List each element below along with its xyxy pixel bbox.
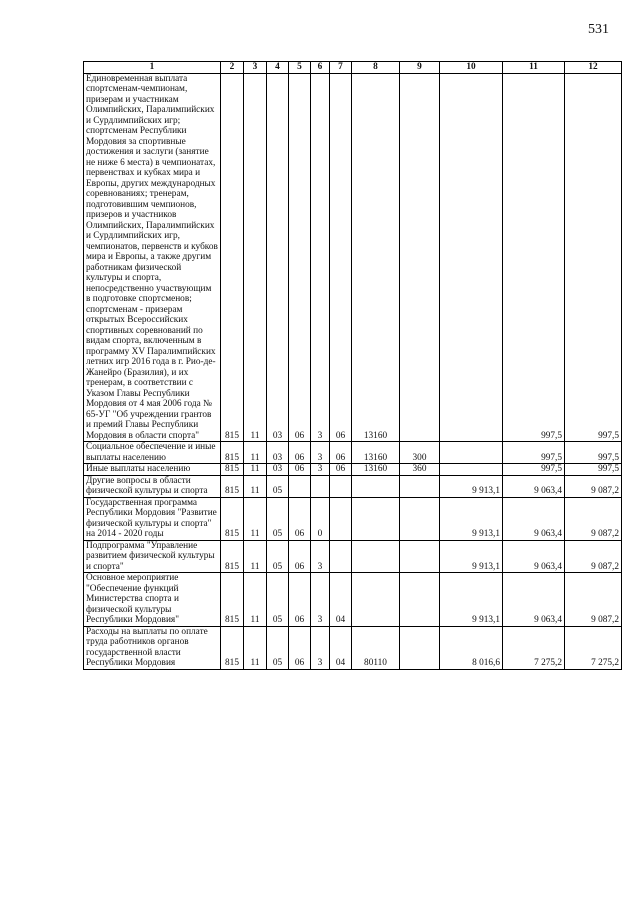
cell-c5: 06 xyxy=(289,573,311,627)
cell-c11: 997,5 xyxy=(503,464,565,476)
row-description: Основное мероприятие "Обеспечение функций Министерства спорта и физической культуры Республики Мордовия" xyxy=(84,573,221,627)
cell-c4: 05 xyxy=(267,540,289,573)
cell-c2: 815 xyxy=(221,442,244,464)
cell-c11: 9 063,4 xyxy=(503,475,565,497)
cell-c8 xyxy=(352,475,400,497)
cell-c7 xyxy=(330,475,352,497)
column-header: 5 xyxy=(289,62,311,74)
cell-c2: 815 xyxy=(221,73,244,442)
cell-c7 xyxy=(330,540,352,573)
cell-c4: 05 xyxy=(267,475,289,497)
column-header: 4 xyxy=(267,62,289,74)
cell-c7: 04 xyxy=(330,626,352,669)
cell-c3: 11 xyxy=(244,73,267,442)
cell-c9 xyxy=(400,73,440,442)
page-number: 531 xyxy=(588,22,609,37)
cell-c3: 11 xyxy=(244,497,267,540)
cell-c10: 9 913,1 xyxy=(440,497,503,540)
cell-c8: 13160 xyxy=(352,442,400,464)
cell-c8: 13160 xyxy=(352,464,400,476)
cell-c11: 7 275,2 xyxy=(503,626,565,669)
table-row xyxy=(84,626,622,669)
row-description: Расходы на выплаты по оплате труда работников органов государственной власти Республики Мордовия xyxy=(84,626,221,669)
cell-c3: 11 xyxy=(244,464,267,476)
column-header: 1 xyxy=(84,62,221,74)
column-header: 6 xyxy=(311,62,330,74)
cell-c8 xyxy=(352,540,400,573)
cell-c12: 997,5 xyxy=(565,73,622,442)
cell-c10 xyxy=(440,442,503,464)
cell-c12: 997,5 xyxy=(565,442,622,464)
cell-c9 xyxy=(400,475,440,497)
cell-c8 xyxy=(352,573,400,627)
cell-c7: 06 xyxy=(330,464,352,476)
cell-c6 xyxy=(311,475,330,497)
table-row xyxy=(84,475,622,497)
cell-c12: 9 087,2 xyxy=(565,540,622,573)
cell-c10 xyxy=(440,73,503,442)
table-row xyxy=(84,573,622,627)
cell-c3: 11 xyxy=(244,573,267,627)
cell-c3: 11 xyxy=(244,540,267,573)
cell-c11: 9 063,4 xyxy=(503,573,565,627)
row-description: Иные выплаты населению xyxy=(84,464,221,476)
cell-c9 xyxy=(400,497,440,540)
cell-c3: 11 xyxy=(244,475,267,497)
cell-c9 xyxy=(400,573,440,627)
cell-c4: 05 xyxy=(267,573,289,627)
cell-c9: 300 xyxy=(400,442,440,464)
cell-c5: 06 xyxy=(289,540,311,573)
cell-c7: 06 xyxy=(330,73,352,442)
cell-c10: 9 913,1 xyxy=(440,540,503,573)
cell-c12: 997,5 xyxy=(565,464,622,476)
cell-c12: 7 275,2 xyxy=(565,626,622,669)
cell-c2: 815 xyxy=(221,573,244,627)
table-row xyxy=(84,442,622,464)
cell-c2: 815 xyxy=(221,540,244,573)
cell-c10: 9 913,1 xyxy=(440,475,503,497)
column-header: 9 xyxy=(400,62,440,74)
cell-c5: 06 xyxy=(289,497,311,540)
budget-table xyxy=(83,61,622,670)
cell-c10 xyxy=(440,464,503,476)
cell-c2: 815 xyxy=(221,497,244,540)
cell-c2: 815 xyxy=(221,626,244,669)
cell-c7: 04 xyxy=(330,573,352,627)
cell-c5: 06 xyxy=(289,464,311,476)
row-description: Подпрограмма "Управление развитием физической культуры и спорта" xyxy=(84,540,221,573)
cell-c5: 06 xyxy=(289,73,311,442)
cell-c5 xyxy=(289,475,311,497)
column-header: 10 xyxy=(440,62,503,74)
column-header: 3 xyxy=(244,62,267,74)
table-row xyxy=(84,497,622,540)
column-header: 2 xyxy=(221,62,244,74)
cell-c8 xyxy=(352,497,400,540)
cell-c11: 997,5 xyxy=(503,442,565,464)
cell-c12: 9 087,2 xyxy=(565,573,622,627)
row-description: Социальное обеспечение и иные выплаты населению xyxy=(84,442,221,464)
cell-c10: 8 016,6 xyxy=(440,626,503,669)
cell-c9 xyxy=(400,540,440,573)
cell-c2: 815 xyxy=(221,464,244,476)
column-header: 8 xyxy=(352,62,400,74)
row-description: Другие вопросы в области физической культуры и спорта xyxy=(84,475,221,497)
cell-c11: 9 063,4 xyxy=(503,540,565,573)
cell-c6: 3 xyxy=(311,442,330,464)
cell-c7 xyxy=(330,497,352,540)
table-row xyxy=(84,540,622,573)
cell-c3: 11 xyxy=(244,626,267,669)
cell-c4: 05 xyxy=(267,497,289,540)
cell-c6: 3 xyxy=(311,540,330,573)
cell-c4: 03 xyxy=(267,442,289,464)
cell-c5: 06 xyxy=(289,626,311,669)
row-description: Единовременная выплата спортсменам-чемпионам, призерам и участникам Олимпийских, Паралимпийских и Сурдлимпийских игр; спортсменам Республики Мордовия за спортивные достижения и заслуги (занятие не ниже 6 места) в чемпионатах, первенствах и кубках мира и Европы, других международных соревнованиях; тренерам, подготовившим чемпионов, призеров и участников Олимпийских, Паралимпийских и Сурдлимпийских игр, чемпионатов, первенств и кубков мира и Европы, а также другим работникам физической культуры и спорта, непосредственно участвующим в подготовке спортсменов; спортсменам - призерам открытых Всероссийских спортивных соревнований по видам спорта, включенным в программу XV Паралимпийских летних игр 2016 года в г. Рио-де-Жанейро (Бразилия), и их тренерам, в соответствии с Указом Главы Республики Мордовия от 4 мая 2006 года № 65-УГ "Об учреждении грантов и премий Главы Республики Мордовия в области спорта" xyxy=(84,73,221,442)
cell-c8: 13160 xyxy=(352,73,400,442)
cell-c12: 9 087,2 xyxy=(565,497,622,540)
cell-c11: 997,5 xyxy=(503,73,565,442)
cell-c11: 9 063,4 xyxy=(503,497,565,540)
cell-c4: 05 xyxy=(267,626,289,669)
table-row xyxy=(84,464,622,476)
cell-c9 xyxy=(400,626,440,669)
cell-c6: 3 xyxy=(311,464,330,476)
table-header-row xyxy=(84,62,622,74)
column-header: 12 xyxy=(565,62,622,74)
column-header: 7 xyxy=(330,62,352,74)
cell-c6: 3 xyxy=(311,73,330,442)
cell-c9: 360 xyxy=(400,464,440,476)
cell-c4: 03 xyxy=(267,73,289,442)
cell-c12: 9 087,2 xyxy=(565,475,622,497)
cell-c6: 3 xyxy=(311,626,330,669)
cell-c8: 80110 xyxy=(352,626,400,669)
cell-c6: 0 xyxy=(311,497,330,540)
cell-c6: 3 xyxy=(311,573,330,627)
cell-c2: 815 xyxy=(221,475,244,497)
column-header: 11 xyxy=(503,62,565,74)
cell-c7: 06 xyxy=(330,442,352,464)
cell-c10: 9 913,1 xyxy=(440,573,503,627)
cell-c4: 03 xyxy=(267,464,289,476)
table-row xyxy=(84,73,622,442)
cell-c5: 06 xyxy=(289,442,311,464)
cell-c3: 11 xyxy=(244,442,267,464)
row-description: Государственная программа Республики Мордовия "Развитие физической культуры и спорта" на 2014 - 2020 годы xyxy=(84,497,221,540)
